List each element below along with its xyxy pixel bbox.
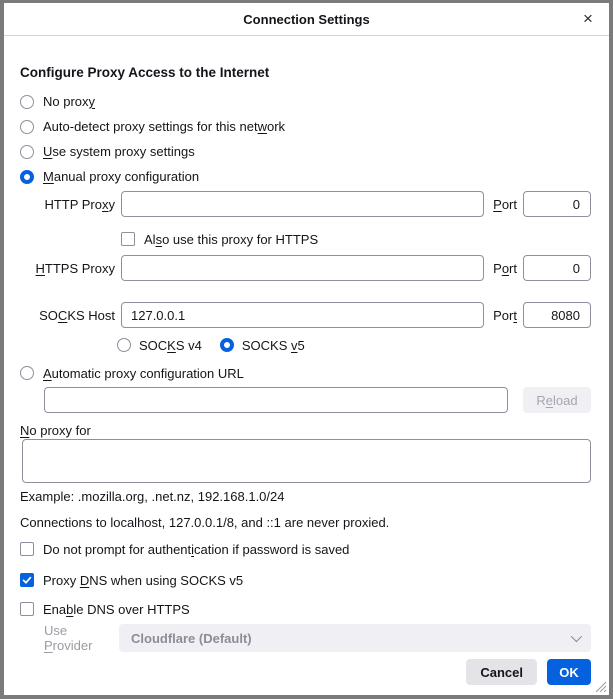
checkbox-label: Proxy DNS when using SOCKS v5 — [43, 572, 244, 588]
radio-button[interactable] — [20, 95, 34, 109]
use-provider-label: Use Provider — [44, 623, 93, 653]
dialog-title: Connection Settings — [243, 11, 370, 27]
https-port-input[interactable] — [523, 255, 591, 281]
radio-label: No proxy — [43, 94, 96, 109]
radio-label: Use system proxy settings — [43, 144, 195, 159]
http-port-label: Port — [493, 196, 517, 212]
radio-option-autoproxy-url[interactable] — [20, 361, 591, 385]
dialog-footer — [18, 659, 591, 685]
socks-host-label: SOCKS Host — [39, 307, 115, 323]
checkbox[interactable] — [121, 232, 135, 246]
http-proxy-input[interactable] — [121, 191, 484, 217]
radio-option-system-proxy[interactable] — [20, 139, 591, 164]
radio-button-selected[interactable] — [20, 170, 34, 184]
checkbox-checked[interactable] — [20, 573, 34, 587]
radio-button[interactable] — [20, 366, 34, 380]
provider-row — [44, 624, 591, 652]
reload-button[interactable]: Reload — [523, 387, 591, 413]
https-port-label: Port — [493, 260, 517, 276]
socks-version-radios — [117, 335, 591, 355]
http-proxy-label: HTTP Proxy — [44, 196, 115, 212]
radio-option-manual-proxy[interactable] — [20, 164, 591, 189]
radio-label: Manual proxy configuration — [43, 169, 200, 184]
ok-button[interactable]: OK — [547, 659, 591, 685]
radio-option-no-proxy[interactable] — [20, 89, 591, 114]
also-https-checkbox-row[interactable] — [121, 229, 591, 249]
checkbox[interactable] — [20, 542, 34, 556]
close-icon[interactable]: × — [583, 9, 593, 28]
checkbox-label: Also use this proxy for HTTPS — [144, 231, 319, 247]
radio-option-autodetect[interactable] — [20, 114, 591, 139]
http-proxy-row — [18, 191, 591, 217]
radio-label: Auto-detect proxy settings for this network — [43, 119, 286, 134]
checkmark-icon — [21, 574, 33, 586]
autoproxy-url-input[interactable] — [44, 387, 508, 413]
cancel-button[interactable]: Cancel — [466, 659, 537, 685]
socks-host-row — [18, 302, 591, 328]
no-proxy-for-textarea[interactable] — [22, 439, 591, 483]
autoproxy-url-row — [44, 387, 591, 413]
http-port-input[interactable] — [523, 191, 591, 217]
radio-button-selected[interactable] — [220, 338, 234, 352]
radio-label: Automatic proxy configuration URL — [43, 365, 244, 381]
dialog-content — [4, 65, 609, 685]
radio-label: SOCKS v4 — [139, 337, 202, 353]
https-proxy-label: HTTPS Proxy — [35, 260, 115, 276]
checkbox-row-proxy-dns[interactable] — [20, 570, 591, 590]
provider-selected-value: Cloudflare (Default) — [131, 630, 252, 646]
provider-dropdown[interactable] — [119, 624, 591, 652]
checkbox-label: Do not prompt for authentication if password is saved — [43, 541, 350, 557]
socks-port-label: Port — [493, 307, 517, 323]
radio-button[interactable] — [20, 120, 34, 134]
https-proxy-row — [18, 255, 591, 281]
page-title: Configure Proxy Access to the Internet — [20, 65, 270, 80]
checkbox-label: Enable DNS over HTTPS — [43, 601, 190, 617]
radio-button[interactable] — [117, 338, 131, 352]
socks-host-input[interactable] — [121, 302, 484, 328]
https-proxy-input[interactable] — [121, 255, 484, 281]
dialog-titlebar — [4, 3, 609, 36]
checkbox[interactable] — [20, 602, 34, 616]
resize-grip-icon[interactable] — [593, 679, 607, 693]
radio-label: SOCKS v5 — [241, 337, 305, 353]
radio-button[interactable] — [20, 145, 34, 159]
checkbox-row-no-prompt-auth[interactable] — [20, 539, 591, 559]
socks-port-input[interactable] — [523, 302, 591, 328]
no-proxy-for-label: N o proxy for — [20, 422, 91, 438]
localhost-note-text: Connections to localhost, 127.0.0.1/8, and ::1 are never proxied. — [20, 515, 390, 530]
no-proxy-example-text: Example: .mozilla.org, .net.nz, 192.168.1.0/24 — [20, 489, 285, 504]
chevron-down-icon — [571, 631, 582, 642]
checkbox-row-dns-over-https[interactable] — [20, 599, 591, 619]
